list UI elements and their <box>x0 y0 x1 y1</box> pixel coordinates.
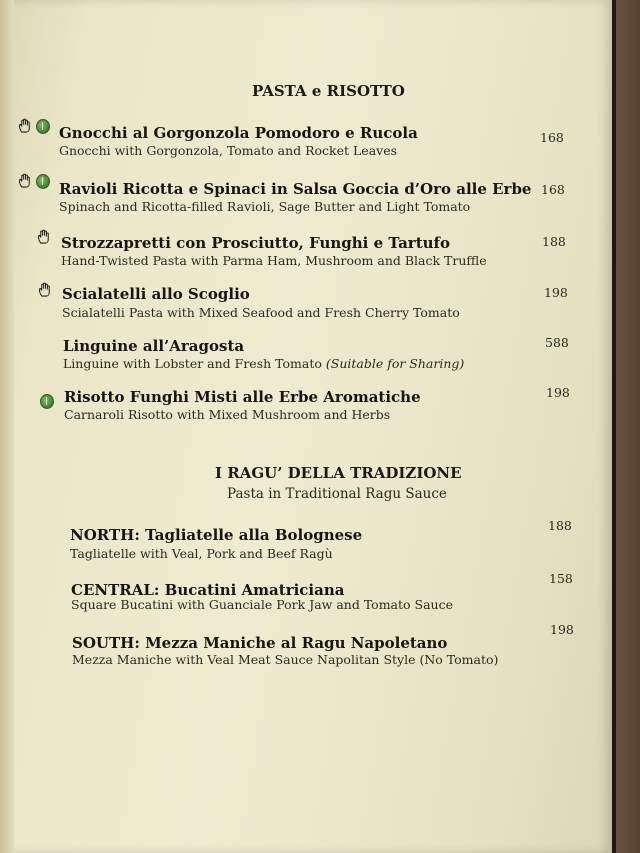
dish-price: 198 <box>550 622 574 637</box>
section-subtitle: Pasta in Traditional Ragu Sauce <box>227 486 447 502</box>
dish-description: Tagliatelle with Veal, Pork and Beef Ragù <box>70 546 333 561</box>
dish-name: Linguine all’Aragosta <box>63 337 245 355</box>
section-title-pasta: PASTA e RISOTTO <box>252 82 405 100</box>
vegetarian-leaf-icon <box>40 394 54 409</box>
dish-price: 188 <box>548 518 572 533</box>
dish-price: 168 <box>540 130 564 145</box>
page-edge <box>612 0 616 853</box>
dish-description: Mezza Maniche with Veal Meat Sauce Napolitan Style (No Tomato) <box>72 652 499 667</box>
dish-name: Ravioli Ricotta e Spinaci in Salsa Goccia d’Oro alle Erbe <box>59 180 532 198</box>
dish-name: Strozzapretti con Prosciutto, Funghi e Tartufo <box>61 234 450 252</box>
dish-name: NORTH: Tagliatelle alla Bolognese <box>70 526 363 544</box>
hand-icon <box>18 173 33 188</box>
dish-price: 588 <box>545 335 569 350</box>
vegetarian-leaf-icon <box>36 119 50 134</box>
dish-name: Risotto Funghi Misti alle Erbe Aromatiche <box>64 388 421 406</box>
hand-icon <box>18 118 33 133</box>
hand-icon <box>37 229 52 244</box>
dish-name: Gnocchi al Gorgonzola Pomodoro e Rucola <box>59 124 418 142</box>
dish-price: 168 <box>541 182 565 197</box>
dish-description: Gnocchi with Gorgonzola, Tomato and Rocket Leaves <box>59 143 398 158</box>
dish-name: SOUTH: Mezza Maniche al Ragu Napoletano <box>72 634 448 652</box>
dish-name: Scialatelli allo Scoglio <box>62 285 250 303</box>
dish-name: CENTRAL: Bucatini Amatriciana <box>71 581 345 599</box>
dish-description: Square Bucatini with Guanciale Pork Jaw and Tomato Sauce <box>71 597 454 612</box>
dish-price: 198 <box>546 385 570 400</box>
dish-description: Spinach and Ricotta-filled Ravioli, Sage Butter and Light Tomato <box>59 199 471 214</box>
section-title-ragu: I RAGU’ DELLA TRADIZIONE <box>215 464 462 482</box>
dish-price: 188 <box>542 234 566 249</box>
sharing-note: (Suitable for Sharing) <box>325 356 465 371</box>
dish-description: Scialatelli Pasta with Mixed Seafood and Fresh Cherry Tomato <box>62 305 460 320</box>
vegetarian-leaf-icon <box>36 174 50 189</box>
hand-icon <box>38 282 53 297</box>
dish-description: Hand-Twisted Pasta with Parma Ham, Mushroom and Black Truffle <box>61 253 487 268</box>
dish-description: Carnaroli Risotto with Mixed Mushroom and Herbs <box>64 407 391 422</box>
dish-description: Linguine with Lobster and Fresh Tomato (Suitable for Sharing) <box>63 356 465 371</box>
dish-price: 198 <box>544 285 568 300</box>
dish-price: 158 <box>549 571 573 586</box>
